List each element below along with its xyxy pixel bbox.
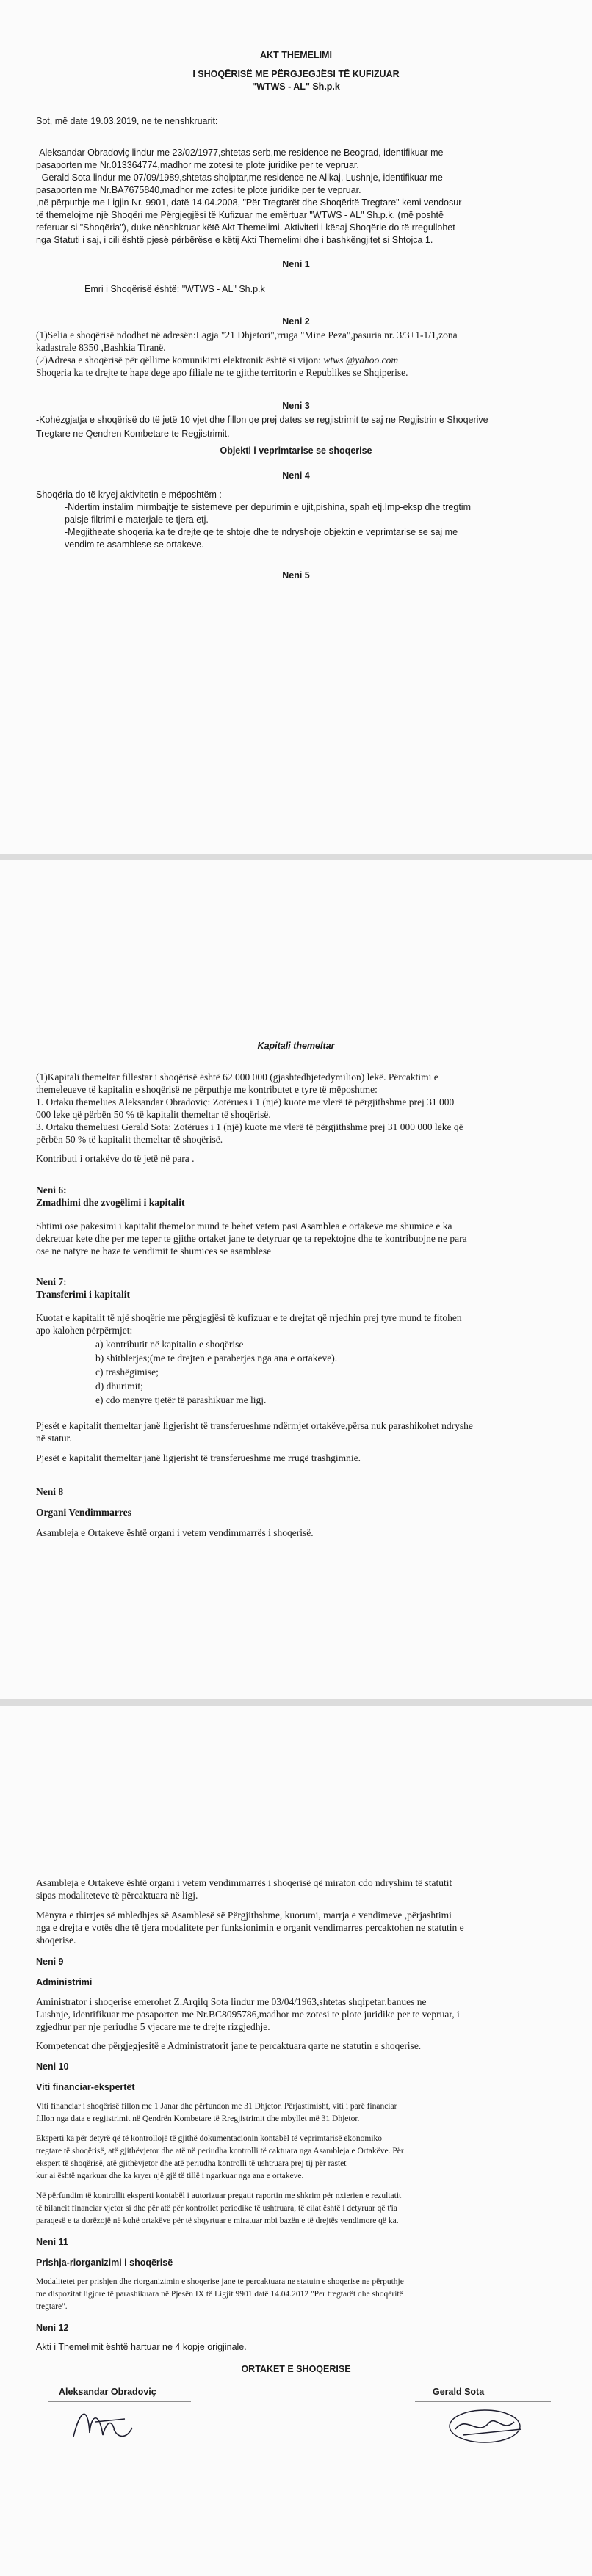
capital-line: 1. Ortaku themelues Aleksandar Obradoviç: Zotërues i 1 (një) kuote me vlerë të përgjithshme prej 31 000	[36, 1096, 455, 1107]
assembly-line: Mënyra e thirrjes së mbledhjes së Asamblesë së Përgjithshme, kuorumi, marrja e vendimeve ,përjashtimi	[36, 1910, 452, 1921]
expert-line: ekspert të shoqërisë, atë gjithëvjetor dhe atë periudha kontrolli të ushtruara prej tij për rastet	[36, 2159, 347, 2168]
seat-address-line: (1)Selia e shoqërisë ndodhet në adresën:Lagja "21 Dhjetori",rruga "Mine Peza",pasuria nr. 3/3+1-1/1,zona	[36, 330, 458, 341]
signature-2-icon	[411, 2393, 558, 2451]
partner-paragraph-line: referuar si "Shoqëria"), duke nënshkruar këtë Akt Themelimi. Aktiviteti i kësaj Shoqërie do të rregullohet	[36, 222, 455, 233]
signature-1-icon	[44, 2393, 206, 2451]
partner-paragraph-line: -Aleksandar Obradoviç lindur me 23/02/1977,shtetas serb,me residence ne Beograd, identifikuar me	[36, 148, 444, 158]
capital-line: 000 leke që përbën 50 % të kapitalit themeltar të shoqërisë.	[36, 1109, 271, 1120]
transfer-line: apo kalohen përpërmjet:	[36, 1325, 133, 1336]
signatory-name-1: Aleksandar Obradoviç	[59, 2387, 156, 2397]
transfer-line: Pjesët e kapitalit themeltar janë ligjerisht të transferueshme me rrugë trashgimnie.	[36, 1452, 361, 1463]
transfer-item: d) dhurimit;	[95, 1380, 143, 1391]
article-9-title: Administrimi	[36, 1977, 93, 1987]
transfer-item: b) shitblerjes;(me te drejten e paraberjes nga ana e ortakeve).	[95, 1353, 338, 1364]
assembly-line: nga e drejta e votës dhe të tjera modalitete per funksionimin e organit vendimarres percaktohen ne statutin e	[36, 1922, 464, 1933]
transfer-line: Pjesët e kapitalit themeltar janë ligjerisht të transferueshme ndërmjet ortakëve,përsa nuk parashikohet ndryshe	[36, 1420, 473, 1431]
expert-report-line: paraqesë e ta dorëzojë në kohë ortakëve për të shqyrtuar e miratuar mbi bazën e të drejtës vendimore që ka.	[36, 2216, 399, 2225]
expert-line: kur ai është ngarkuar dhe ka kryer një gjë të tillë i ngarkuar nga ana e ortakeve.	[36, 2172, 304, 2180]
article-10-heading: Neni 10	[36, 2062, 69, 2072]
copies-line: Akti i Themelimit është hartuar ne 4 kopje origjinale.	[36, 2342, 247, 2352]
capital-change-line: Shtimi ose pakesimi i kapitalit themelor mund te behet vetem pasi Asamblea e ortakeve me shumice e ka	[36, 1220, 452, 1231]
company-type-title: I SHOQËRISË ME PËRGJEGJËSI TË KUFIZUAR	[192, 69, 400, 79]
administrator-line: Aministrator i shoqerise emerohet Z.Arqilq Sota lindur me 03/04/1963,shtetas shqipetar,banues ne	[36, 1996, 427, 2007]
capital-line: përbën 50 % të kapitalit themeltar të shoqërisë.	[36, 1134, 223, 1145]
article-7-heading: Neni 7:	[36, 1276, 67, 1287]
page-2	[0, 860, 592, 1699]
article-6-heading: Neni 6:	[36, 1185, 67, 1196]
company-name-title: "WTWS - AL" Sh.p.k	[252, 81, 340, 92]
article-12-heading: Neni 12	[36, 2323, 69, 2333]
administrator-line: Lushnje, identifikuar me pasaporten me Nr.BC8095786,madhor me zotesi te plote juridike per te vepruar, i	[36, 2009, 460, 2020]
assembly-line: shoqerise.	[36, 1935, 76, 1946]
assembly-line: Asambleja e Ortakeve është organi i vetem vendimmarrës i shoqerisë që miraton cdo ndryshim të statutit	[36, 1877, 452, 1888]
activity-line: vendim te asamblese se ortakeve.	[65, 539, 204, 550]
partners-heading: ORTAKET E SHOQERISE	[241, 2364, 351, 2374]
partner-paragraph-line: - Gerald Sota lindur me 07/09/1989,shtetas shqiptar,me residence ne Allkaj, Lushnje, identifikuar me	[36, 172, 443, 183]
financial-year-line: fillon nga data e regjistrimit në Qendrën Kombetare të Rregjistrimit dhe mbyllet më 31 Dhjetor.	[36, 2114, 360, 2123]
duration-line: Tregtare ne Qendren Kombetare te Regjistrimit.	[36, 429, 230, 439]
article-4-heading: Neni 4	[282, 470, 310, 481]
expert-report-line: të bilancit financiar vjetor si dhe për atë për kontrollet periodike të ushtruara, të cilat është i detyruar që t'ia	[36, 2204, 397, 2213]
company-name-line: Emri i Shoqërisë është: "WTWS - AL" Sh.p.k	[84, 284, 265, 294]
capital-line: 3. Ortaku themeluesi Gerald Sota: Zotërues i 1 (një) kuote me vlerë të përgjithshme prej 31 000 000 leke që	[36, 1121, 463, 1132]
page-3	[0, 1706, 592, 2576]
partner-paragraph-line: të themelojme një Shoqëri me Përgjegjësi të Kufizuar me emërtuar "WTWS - AL" Sh.p.k. (më poshtë	[36, 210, 444, 220]
date-line: Sot, më date 19.03.2019, ne te nenshkruarit:	[36, 116, 218, 126]
contribution-line: Kontributi i ortakëve do të jetë në para .	[36, 1153, 195, 1164]
article-11-title: Prishja-riorganizimi i shoqërisë	[36, 2257, 173, 2268]
decision-organ-line: Asambleja e Ortakeve është organi i vetem vendimmarrës i shoqerisë.	[36, 1527, 314, 1538]
article-8-title: Organi Vendimmarres	[36, 1507, 131, 1518]
partner-paragraph-line: nga Statuti i saj, i cili është pjesë përbërëse e këtij Akti Themelimi dhe i bashkëngjitet si Shtojca 1.	[36, 235, 433, 245]
partner-paragraph-line: ,në përputhje me Ligjin Nr. 9901, datë 14.04.2008, "Për Tregtarët dhe Shoqëritë Tregtare" kemi vendosur	[36, 197, 462, 208]
administrator-line: Kompetencat dhe përgjegjesitë e Administratorit jane te percaktuara qarte ne statutin e shoqerise.	[36, 2040, 422, 2051]
transfer-item: a) kontributit në kapitalin e shoqërise	[95, 1339, 244, 1350]
article-2-heading: Neni 2	[282, 316, 310, 327]
article-11-heading: Neni 11	[36, 2237, 68, 2247]
email-value: wtws @yahoo.com	[323, 354, 399, 365]
activity-line: Shoqëria do të kryej aktivitetin e mëposhtëm :	[36, 490, 222, 500]
transfer-item: e) cdo menyre tjetër të parashikuar me ligj.	[95, 1394, 267, 1405]
expert-line: tregtare të shoqërisë, atë gjithëvjetor dhe atë në periudha kontrolli të caktuara nga Asambleja e Ortakëve. Për	[36, 2147, 404, 2155]
article-3-heading: Neni 3	[282, 401, 310, 411]
transfer-line: në statur.	[36, 1433, 72, 1444]
capital-heading: Kapitali themeltar	[257, 1041, 335, 1051]
dissolution-line: tregtare".	[36, 2302, 68, 2311]
signatory-name-2: Gerald Sota	[433, 2387, 485, 2397]
act-title: AKT THEMELIMI	[260, 50, 332, 60]
financial-year-line: Viti financiar i shoqërisë fillon me 1 Janar dhe përfundon me 31 Dhjetor. Përjastimisht, viti i parë financiar	[36, 2102, 397, 2111]
assembly-line: sipas modaliteteve të përcaktuara në ligj.	[36, 1890, 198, 1901]
partner-paragraph-line: pasaporten me Nr.013364774,madhor me zotesi te plote juridike per te vepruar.	[36, 160, 359, 170]
transfer-item: c) trashëgimise;	[95, 1367, 159, 1378]
expert-report-line: Në përfundim të kontrollit eksperti kontabël i autorizuar pregatit raportin me shkrim për nxierien e rezultatit	[36, 2191, 402, 2200]
branches-line: Shoqeria ka te drejte te hape dege apo filiale ne te gjithe territorin e Republikes se Shqiperise.	[36, 367, 408, 378]
article-5-heading: Neni 5	[282, 570, 310, 581]
capital-change-line: ose ne natyre ne baze te vendimit te shumices se asamblese	[36, 1245, 272, 1256]
page-1	[0, 0, 592, 854]
article-10-title: Viti financiar-ekspertët	[36, 2082, 135, 2092]
article-6-title: Zmadhimi dhe zvogëlimi i kapitalit	[36, 1197, 185, 1208]
seat-address-line: kadastrale 8350 ,Bashkia Tiranë.	[36, 342, 166, 353]
activity-line: -Megjitheate shoqeria ka te drejte qe te shtoje dhe te ndryshoje objektin e veprimtarise se saj me	[65, 527, 458, 537]
email-address-line	[36, 354, 398, 366]
duration-line: -Kohëzgjatja e shoqërisë do të jetë 10 vjet dhe fillon qe prej dates se regjistrimit te saj ne Regjistrin e Shoqerive	[36, 415, 488, 425]
administrator-line: zgjedhur per nje periudhe 5 vjecare me te drejte rizgjedhje.	[36, 2021, 270, 2032]
capital-change-line: dekretuar kete dhe per me teper te gjithe ortaket jane te detyruar qe ta repektojne dhe te kontribuojne ne para	[36, 1233, 467, 1244]
transfer-line: Kuotat e kapitalit të një shoqërie me përgjegjësi të kufizuar e te drejtat që rrjedhin prej tyre mund te fitohen	[36, 1312, 462, 1323]
activity-object-heading: Objekti i veprimtarise se shoqerise	[220, 445, 372, 456]
article-1-heading: Neni 1	[282, 259, 310, 269]
capital-line: (1)Kapitali themeltar fillestar i shoqërisë është 62 000 000 (gjashtedhjetedymilion) lekë. Përcaktimi e	[36, 1071, 438, 1083]
capital-line: themeleueve të kapitalin e shoqërisë ne përputhje me kontributet e tyre të mëposhtme:	[36, 1084, 378, 1095]
dissolution-line: Modalitetet per prishjen dhe riorganizimin e shoqerise jane te percaktuara ne statuin e shoqerise ne përputhje	[36, 2277, 404, 2286]
activity-line: -Ndertim instalim mirmbajtje te sistemeve per depurimin e ujit,pishina, spah etj.Imp-eksp dhe tregtim	[65, 502, 471, 512]
activity-line: paisje filtrimi e materjale te tjera etj.	[65, 514, 209, 525]
article-7-title: Transferimi i kapitalit	[36, 1289, 130, 1300]
article-9-heading: Neni 9	[36, 1957, 64, 1967]
article-8-heading: Neni 8	[36, 1486, 64, 1497]
dissolution-line: me dispozitat ligjore të parashikuara në Pjesën IX të Ligjit 9901 datë 14.04.2012 "Per tregtarët dhe shoqëritë	[36, 2290, 403, 2299]
expert-line: Eksperti ka për detyrë që të kontrollojë të gjithë dokumentacionin kontabël të veprimtarisë ekonomiko	[36, 2134, 383, 2143]
email-label: (2)Adresa e shoqërisë për qëllime komunikimi elektronik është si vijon:	[36, 354, 324, 365]
partner-paragraph-line: pasaporten me Nr.BA7675840,madhor me zotesi te plote juridike per te vepruar.	[36, 185, 361, 195]
